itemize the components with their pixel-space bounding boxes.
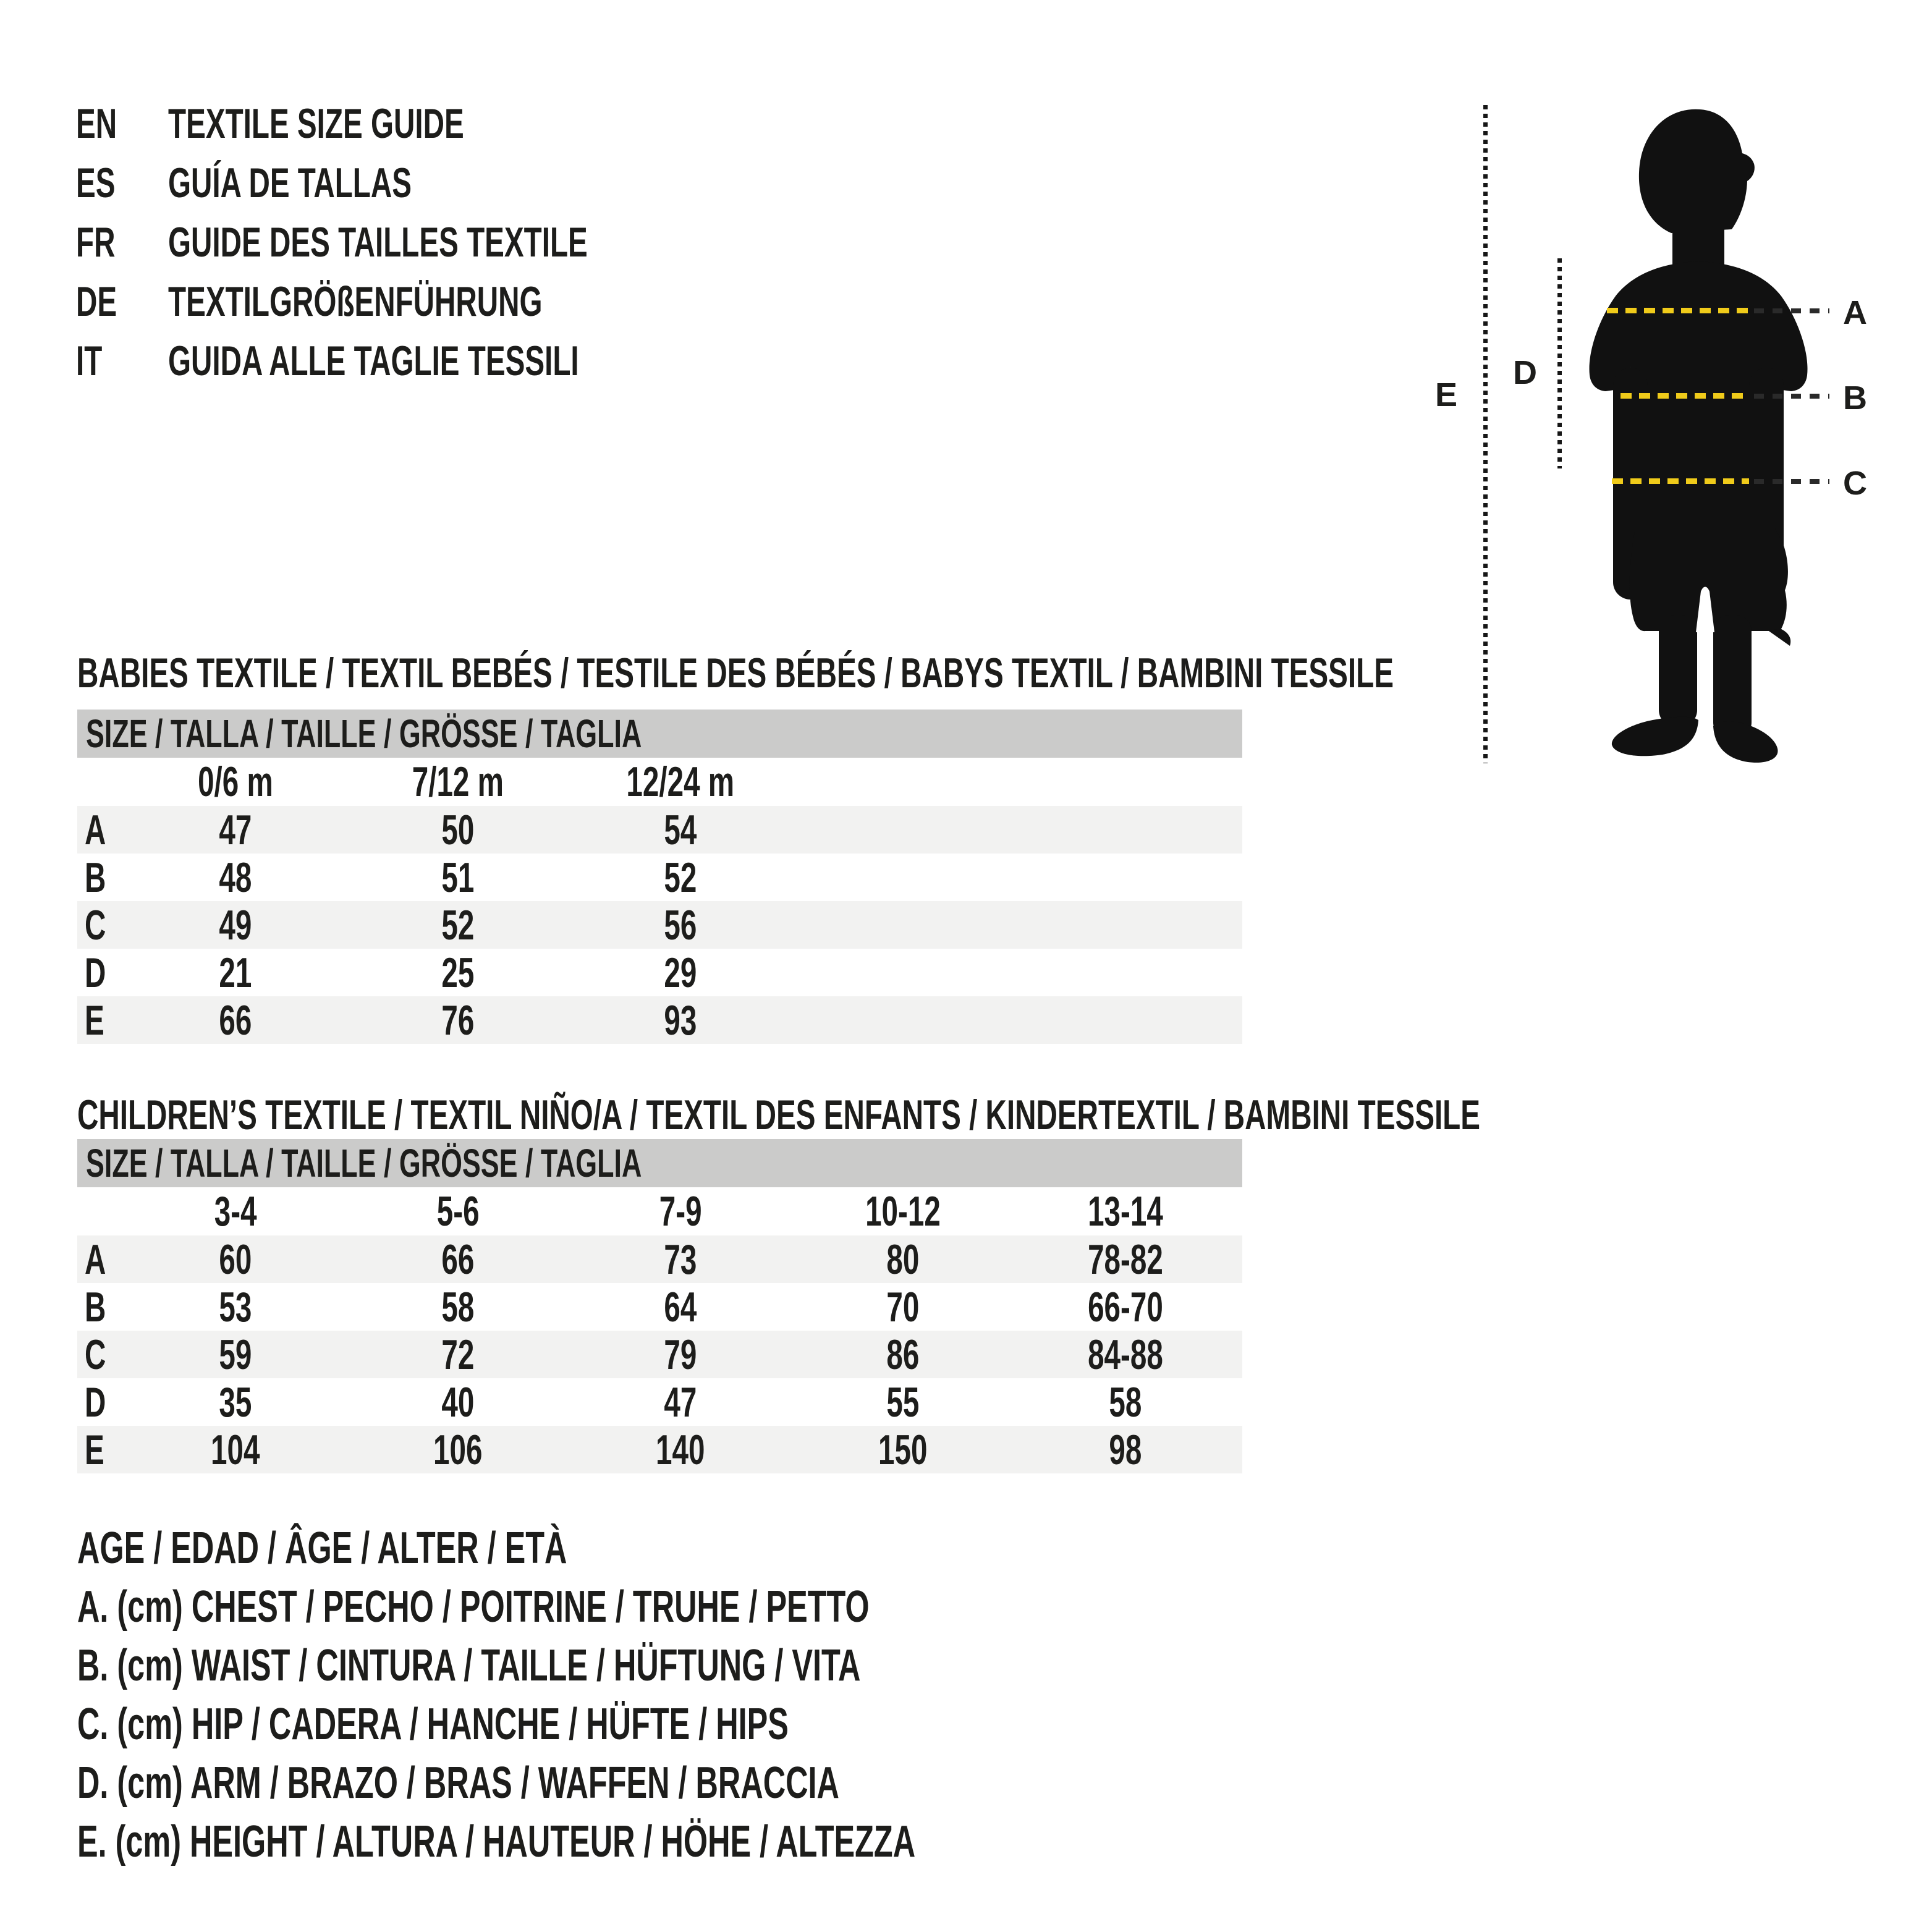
table-cell: 35 [219,1378,252,1426]
table-cell: 25 [441,949,475,996]
table-cell: 73 [664,1235,697,1283]
table-cell: 40 [441,1378,475,1426]
language-title: GUIDA ALLE TAGLIE TESSILI [168,337,579,384]
table-row [77,1331,1242,1378]
table-cell: 66 [441,1235,475,1283]
table-cell: 66-70 [1088,1283,1163,1331]
column-header: 12/24 m [626,758,735,805]
column-header: 7/12 m [412,758,504,805]
column-header: 5-6 [436,1188,480,1235]
language-code: IT [76,337,103,384]
column-header: 10-12 [865,1188,941,1235]
table-cell: 51 [441,854,475,901]
table-cell: 48 [219,854,252,901]
table-cell: 86 [886,1331,920,1378]
legend-line-arm: D. (cm) ARM / BRAZO / BRAS / WAFFEN / BRACCIA [77,1758,839,1808]
language-row-en [76,94,768,153]
row-label: E [85,996,104,1044]
row-label: D [85,1378,106,1426]
table-cell: 140 [656,1426,705,1473]
table-cell: 66 [219,996,252,1044]
row-label: C [85,1331,106,1378]
chest-line-yellow [1607,308,1749,313]
hip-measure-label: C [1843,465,1867,502]
table-cell: 58 [1109,1378,1142,1426]
table-row [77,1235,1242,1283]
table-cell: 104 [211,1426,260,1473]
row-label: D [85,949,106,996]
table-row [77,901,1242,949]
table-cell: 55 [886,1378,920,1426]
column-header: 7-9 [659,1188,702,1235]
waist-line-dark [1754,394,1829,399]
legend-line-hip: C. (cm) HIP / CADERA / HANCHE / HÜFTE / HIPS [77,1699,789,1749]
babies-size-header-bar: SIZE / TALLA / TAILLE / GRÖSSE / TAGLIA [77,710,1242,758]
table-cell: 76 [441,996,475,1044]
legend-line-chest: A. (cm) CHEST / PECHO / POITRINE / TRUHE / PETTO [77,1582,870,1632]
measurement-legend [77,1519,1274,1871]
children-column-header-row [77,1187,1242,1235]
column-header: 13-14 [1088,1188,1163,1235]
table-cell: 50 [441,806,475,854]
table-cell: 150 [878,1426,928,1473]
row-label: A [85,1235,106,1283]
language-title: GUIDE DES TAILLES TEXTILE [168,219,588,266]
row-label: A [85,806,106,854]
table-cell: 58 [441,1283,475,1331]
table-cell: 106 [433,1426,483,1473]
table-cell: 64 [664,1283,697,1331]
table-row [77,1283,1242,1331]
table-cell: 60 [219,1235,252,1283]
row-label: B [85,1283,106,1331]
table-cell: 80 [886,1235,920,1283]
table-cell: 59 [219,1331,252,1378]
table-cell: 93 [664,996,697,1044]
table-row [77,1378,1242,1426]
table-row [77,949,1242,996]
chest-measure-label: A [1843,294,1867,331]
language-code: ES [76,159,116,206]
table-cell: 72 [441,1331,475,1378]
height-measure-label: E [1435,376,1458,413]
language-code: FR [76,219,116,266]
column-header: 3-4 [214,1188,257,1235]
babies-section-heading: BABIES TEXTILE / TEXTIL BEBÉS / TESTILE DES BÉBÉS / BABYS TEXTIL / BAMBINI TESSILE [77,650,1394,697]
children-size-table [77,1139,1242,1473]
babies-column-header-row [77,758,1242,806]
table-cell: 47 [219,806,252,854]
row-label: E [85,1426,104,1473]
table-cell: 53 [219,1283,252,1331]
waist-line-yellow [1621,393,1744,399]
legend-line-waist: B. (cm) WAIST / CINTURA / TAILLE / HÜFTUNG / VITA [77,1640,861,1690]
table-cell: 56 [664,901,697,949]
arm-dotted-line [1557,258,1562,468]
table-cell: 49 [219,901,252,949]
language-title: TEXTILE SIZE GUIDE [168,100,464,147]
table-cell: 70 [886,1283,920,1331]
language-row-es [76,153,768,213]
table-cell: 47 [664,1378,697,1426]
table-cell: 78-82 [1088,1235,1163,1283]
language-code: EN [76,100,117,147]
legend-line-age: AGE / EDAD / ÂGE / ALTER / ETÀ [77,1523,567,1573]
column-header: 0/6 m [198,758,273,805]
chest-line-dark [1754,308,1829,313]
row-label: C [85,901,106,949]
table-row [77,806,1242,854]
language-title: GUÍA DE TALLAS [168,159,412,206]
table-row [77,996,1242,1044]
table-cell: 21 [219,949,252,996]
table-cell: 98 [1109,1426,1142,1473]
language-title: TEXTILGRÖßENFÜHRUNG [168,278,543,325]
table-cell: 29 [664,949,697,996]
table-cell: 79 [664,1331,697,1378]
table-cell: 52 [664,854,697,901]
legend-line-height: E. (cm) HEIGHT / ALTURA / HAUTEUR / HÖHE / ALTEZZA [77,1816,916,1866]
row-label: B [85,854,106,901]
table-cell: 54 [664,806,697,854]
language-row-it [76,331,768,391]
language-row-de [76,272,768,331]
table-row [77,1426,1242,1473]
children-size-header-bar: SIZE / TALLA / TAILLE / GRÖSSE / TAGLIA [77,1139,1242,1187]
hip-line-dark [1754,479,1829,484]
language-row-fr [76,213,768,272]
waist-measure-label: B [1843,379,1867,417]
table-cell: 84-88 [1088,1331,1163,1378]
arm-measure-label: D [1513,354,1537,391]
hip-line-yellow [1612,478,1749,484]
babies-size-table [77,710,1242,1044]
language-code: DE [76,278,117,325]
children-section-heading: CHILDREN’S TEXTILE / TEXTIL NIÑO/A / TEXTIL DES ENFANTS / KINDERTEXTIL / BAMBINI TESSILE [77,1091,1481,1138]
table-cell: 52 [441,901,475,949]
language-list [76,94,768,391]
table-row [77,854,1242,901]
